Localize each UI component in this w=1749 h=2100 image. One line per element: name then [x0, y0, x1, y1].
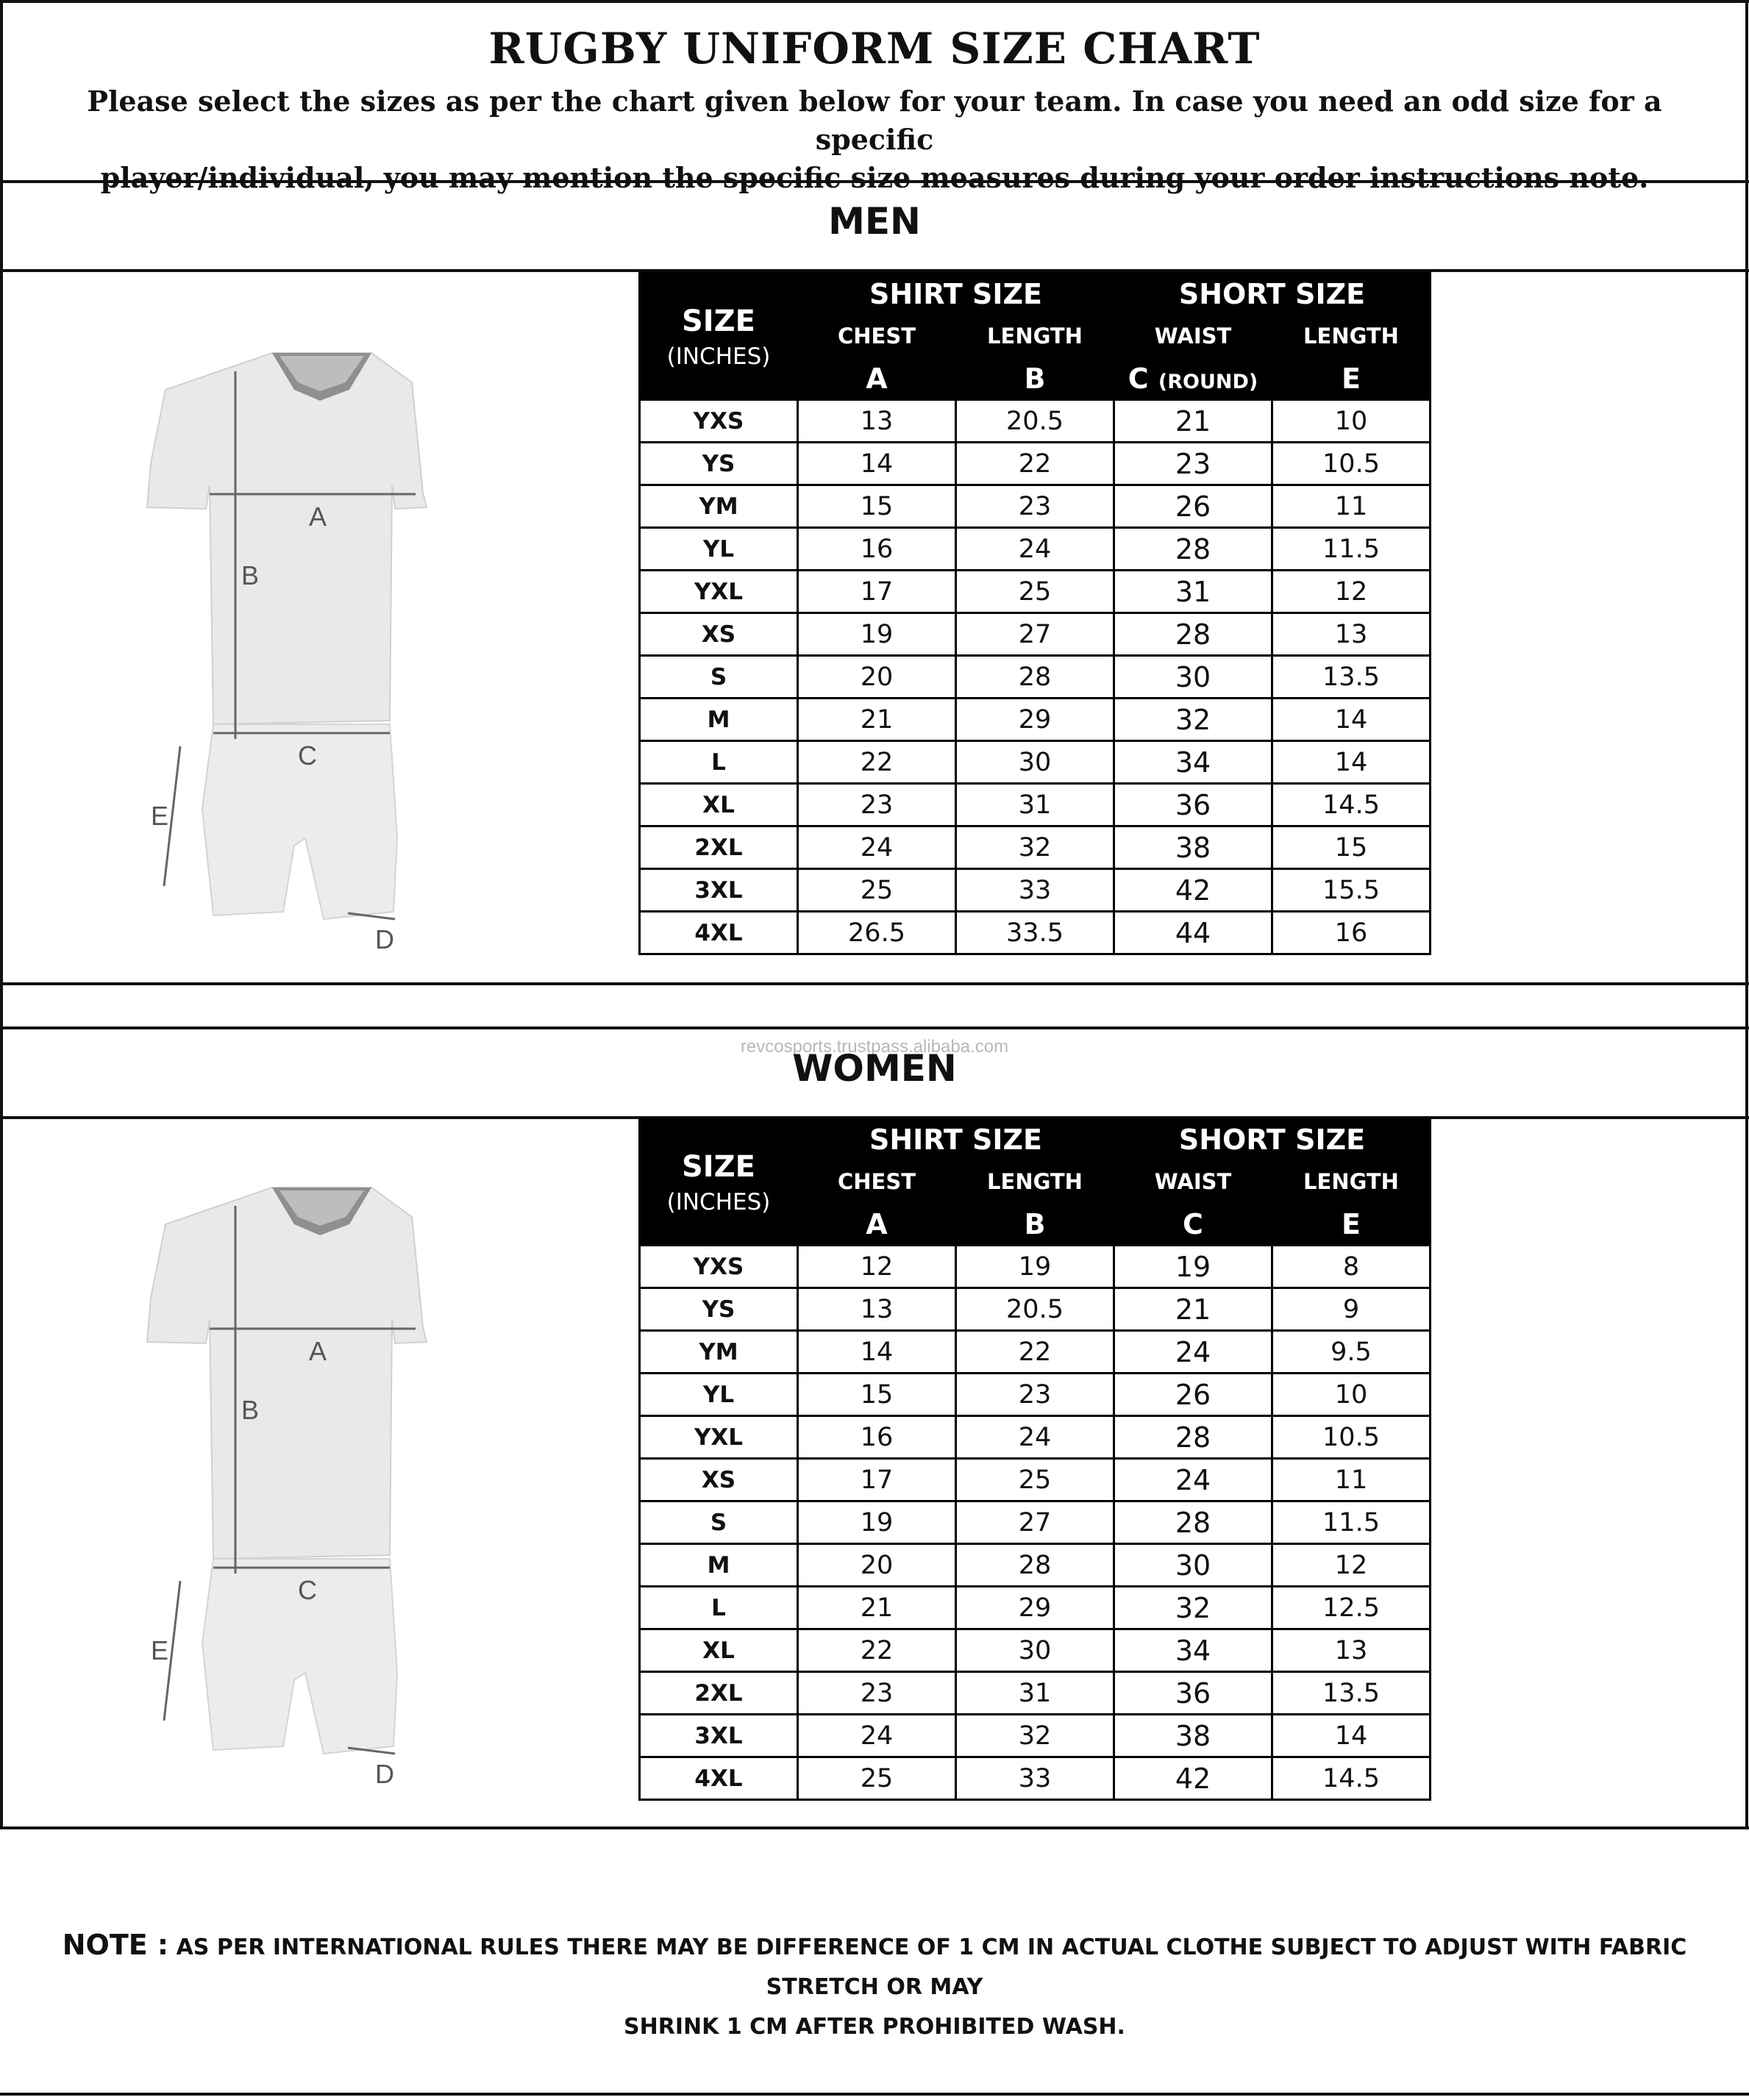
chest-cell: 15	[798, 1374, 956, 1416]
waist-cell: 30	[1114, 1544, 1272, 1587]
dim-label-c: C	[298, 1575, 317, 1605]
table-row	[640, 1715, 1431, 1757]
short-length-cell: 13	[1272, 1629, 1431, 1672]
waist-cell: 32	[1114, 1587, 1272, 1629]
chest-cell: 26.5	[798, 912, 956, 954]
women-size-table	[638, 1117, 1431, 1801]
dim-label-e: E	[151, 1635, 169, 1665]
code-c	[1114, 357, 1272, 400]
code-b: B	[956, 357, 1114, 400]
table-row	[640, 1587, 1431, 1629]
short-length-cell: 11.5	[1272, 528, 1431, 571]
col-shirt-length: LENGTH	[956, 1161, 1114, 1203]
table-row	[640, 912, 1431, 954]
size-cell: 2XL	[640, 1672, 798, 1715]
size-cell: YXS	[640, 1246, 798, 1288]
chest-cell: 17	[798, 1459, 956, 1501]
chest-cell: 13	[798, 1288, 956, 1331]
code-e: E	[1272, 1203, 1431, 1246]
frame-left	[0, 0, 3, 1829]
shirt-length-cell: 33.5	[956, 912, 1114, 954]
waist-cell: 38	[1114, 1715, 1272, 1757]
shirt-length-cell: 19	[956, 1246, 1114, 1288]
chest-cell: 25	[798, 869, 956, 912]
chest-cell: 14	[798, 1331, 956, 1374]
table-row	[640, 400, 1431, 443]
table-row	[640, 741, 1431, 784]
col-chest: CHEST	[798, 315, 956, 357]
watermark: revcosports.trustpass.alibaba.com	[740, 1037, 1009, 1057]
divider-women-bottom	[0, 1826, 1749, 1829]
waist-cell: 34	[1114, 741, 1272, 784]
shirt-length-cell: 27	[956, 1501, 1114, 1544]
size-header: SIZE	[681, 1150, 756, 1184]
code-a: A	[798, 357, 956, 400]
shirt-length-cell: 22	[956, 1331, 1114, 1374]
shirt-length-cell: 25	[956, 1459, 1114, 1501]
shirt-length-cell: 28	[956, 1544, 1114, 1587]
waist-cell: 42	[1114, 869, 1272, 912]
table-row	[640, 869, 1431, 912]
dim-label-e: E	[151, 801, 169, 831]
table-row	[640, 1246, 1431, 1288]
waist-cell: 28	[1114, 1416, 1272, 1459]
short-length-cell: 11.5	[1272, 1501, 1431, 1544]
waist-cell: 26	[1114, 1374, 1272, 1416]
uniform-diagram	[136, 1173, 489, 1798]
short-length-cell: 13	[1272, 613, 1431, 656]
table-row	[640, 443, 1431, 485]
shirt-length-cell: 25	[956, 571, 1114, 613]
size-cell: YXS	[640, 400, 798, 443]
size-cell: 4XL	[640, 1757, 798, 1800]
col-short-length: LENGTH	[1272, 315, 1431, 357]
waist-cell: 21	[1114, 1288, 1272, 1331]
shirt-length-cell: 23	[956, 485, 1114, 528]
chest-cell: 22	[798, 1629, 956, 1672]
table-row	[640, 699, 1431, 741]
col-waist: WAIST	[1114, 1161, 1272, 1203]
shirt-length-cell: 31	[956, 784, 1114, 826]
waist-cell: 30	[1114, 656, 1272, 699]
shirt-size-header: SHIRT SIZE	[798, 273, 1114, 315]
chest-cell: 14	[798, 443, 956, 485]
chest-cell: 25	[798, 1757, 956, 1800]
short-size-header: SHORT SIZE	[1114, 273, 1431, 315]
chest-cell: 13	[798, 400, 956, 443]
note-label: NOTE :	[62, 1929, 169, 1961]
table-row	[640, 1672, 1431, 1715]
size-cell: L	[640, 741, 798, 784]
shirt-length-cell: 23	[956, 1374, 1114, 1416]
table-row	[640, 485, 1431, 528]
table-row	[640, 1629, 1431, 1672]
code-b: B	[956, 1203, 1114, 1246]
dim-label-a: A	[309, 501, 327, 532]
shirt-length-cell: 33	[956, 869, 1114, 912]
size-cell: S	[640, 656, 798, 699]
size-cell: L	[640, 1587, 798, 1629]
code-a: A	[798, 1203, 956, 1246]
short-size-header: SHORT SIZE	[1114, 1118, 1431, 1161]
shirt-length-cell: 30	[956, 741, 1114, 784]
intro-line-1: Please select the sizes as per the chart given below for your team. In case you need an odd size for a specific	[87, 85, 1662, 156]
chest-cell: 20	[798, 656, 956, 699]
shirt-length-cell: 28	[956, 656, 1114, 699]
short-length-cell: 14	[1272, 1715, 1431, 1757]
chest-cell: 24	[798, 826, 956, 869]
dim-label-a: A	[309, 1336, 327, 1366]
chest-cell: 16	[798, 1416, 956, 1459]
col-shirt-length: LENGTH	[956, 315, 1114, 357]
short-length-cell: 9.5	[1272, 1331, 1431, 1374]
size-header-cell	[640, 273, 798, 400]
short-length-cell: 14.5	[1272, 784, 1431, 826]
table-row	[640, 1757, 1431, 1800]
size-cell: S	[640, 1501, 798, 1544]
chest-cell: 24	[798, 1715, 956, 1757]
size-cell: YM	[640, 485, 798, 528]
uniform-diagram	[136, 338, 489, 963]
table-row	[640, 784, 1431, 826]
men-section-title: MEN	[828, 200, 921, 243]
men-size-table	[638, 271, 1431, 955]
short-length-cell: 13.5	[1272, 656, 1431, 699]
short-length-cell: 14.5	[1272, 1757, 1431, 1800]
size-cell: XL	[640, 1629, 798, 1672]
frame-right	[1745, 0, 1748, 1829]
shirt-length-cell: 31	[956, 1672, 1114, 1715]
short-length-cell: 12	[1272, 1544, 1431, 1587]
table-row	[640, 1288, 1431, 1331]
shirt-length-cell: 20.5	[956, 400, 1114, 443]
shirt-length-cell: 27	[956, 613, 1114, 656]
dim-label-d: D	[375, 1759, 394, 1789]
dim-label-b: B	[241, 1395, 260, 1425]
frame-bottom	[0, 2093, 1749, 2096]
code-c: C	[1114, 1203, 1272, 1246]
table-row	[640, 1459, 1431, 1501]
shirt-length-cell: 20.5	[956, 1288, 1114, 1331]
table-row	[640, 1331, 1431, 1374]
size-cell: 3XL	[640, 1715, 798, 1757]
chest-cell: 21	[798, 699, 956, 741]
short-length-cell: 16	[1272, 912, 1431, 954]
chest-cell: 23	[798, 784, 956, 826]
size-cell: YL	[640, 1374, 798, 1416]
note-line-1	[15, 1925, 1734, 2007]
table-row	[640, 1416, 1431, 1459]
waist-cell: 36	[1114, 1672, 1272, 1715]
size-header: SIZE	[681, 304, 756, 338]
table-row	[640, 656, 1431, 699]
size-cell: 4XL	[640, 912, 798, 954]
size-cell: XL	[640, 784, 798, 826]
intro-text	[66, 82, 1683, 197]
waist-cell: 23	[1114, 443, 1272, 485]
shirt-length-cell: 29	[956, 1587, 1114, 1629]
waist-cell: 21	[1114, 400, 1272, 443]
short-length-cell: 10.5	[1272, 443, 1431, 485]
short-length-cell: 9	[1272, 1288, 1431, 1331]
men-uniform-illustration	[136, 338, 489, 963]
shirt-size-header: SHIRT SIZE	[798, 1118, 1114, 1161]
table-row	[640, 1501, 1431, 1544]
shirt-length-cell: 30	[956, 1629, 1114, 1672]
women-section-title: WOMEN	[792, 1047, 957, 1090]
shirt-length-cell: 22	[956, 443, 1114, 485]
size-cell: YXL	[640, 1416, 798, 1459]
dim-label-c: C	[298, 740, 317, 771]
table-row	[640, 1544, 1431, 1587]
col-waist: WAIST	[1114, 315, 1272, 357]
size-cell: M	[640, 699, 798, 741]
size-cell: 2XL	[640, 826, 798, 869]
chest-cell: 23	[798, 1672, 956, 1715]
waist-cell: 28	[1114, 528, 1272, 571]
waist-cell: 19	[1114, 1246, 1272, 1288]
short-length-cell: 10.5	[1272, 1416, 1431, 1459]
waist-cell: 34	[1114, 1629, 1272, 1672]
shirt-length-cell: 24	[956, 528, 1114, 571]
size-cell: XS	[640, 613, 798, 656]
table-row	[640, 528, 1431, 571]
short-length-cell: 13.5	[1272, 1672, 1431, 1715]
code-e: E	[1272, 357, 1431, 400]
short-length-cell: 10	[1272, 400, 1431, 443]
short-length-cell: 14	[1272, 741, 1431, 784]
chest-cell: 16	[798, 528, 956, 571]
page-title: RUGBY UNIFORM SIZE CHART	[488, 24, 1261, 74]
chest-cell: 22	[798, 741, 956, 784]
code-c-note: (ROUND)	[1158, 370, 1258, 393]
short-length-cell: 12	[1272, 571, 1431, 613]
waist-cell: 31	[1114, 571, 1272, 613]
size-cell: YM	[640, 1331, 798, 1374]
waist-cell: 26	[1114, 485, 1272, 528]
table-row	[640, 571, 1431, 613]
waist-cell: 42	[1114, 1757, 1272, 1800]
shirt-length-cell: 33	[956, 1757, 1114, 1800]
women-uniform-illustration	[136, 1173, 489, 1798]
chest-cell: 19	[798, 613, 956, 656]
short-length-cell: 14	[1272, 699, 1431, 741]
col-short-length: LENGTH	[1272, 1161, 1431, 1203]
short-length-cell: 8	[1272, 1246, 1431, 1288]
code-c-letter: C	[1128, 362, 1149, 395]
chest-cell: 20	[798, 1544, 956, 1587]
table-row	[640, 826, 1431, 869]
waist-cell: 28	[1114, 1501, 1272, 1544]
chest-cell: 21	[798, 1587, 956, 1629]
short-length-cell: 10	[1272, 1374, 1431, 1416]
size-cell: YXL	[640, 571, 798, 613]
short-length-cell: 11	[1272, 485, 1431, 528]
col-chest: CHEST	[798, 1161, 956, 1203]
shirt-length-cell: 29	[956, 699, 1114, 741]
size-cell: YL	[640, 528, 798, 571]
waist-cell: 36	[1114, 784, 1272, 826]
table-row	[640, 1374, 1431, 1416]
note	[15, 1925, 1734, 2047]
chest-cell: 19	[798, 1501, 956, 1544]
size-header-cell	[640, 1118, 798, 1246]
note-line-2: SHRINK 1 CM AFTER PROHIBITED WASH.	[624, 2014, 1125, 2040]
waist-cell: 24	[1114, 1459, 1272, 1501]
short-length-cell: 15.5	[1272, 869, 1431, 912]
waist-cell: 28	[1114, 613, 1272, 656]
dim-label-b: B	[241, 560, 260, 590]
size-unit: (INCHES)	[666, 1189, 771, 1215]
intro-line-2: player/individual, you may mention the specific size measures during your order instructions note.	[100, 161, 1649, 194]
size-cell: XS	[640, 1459, 798, 1501]
note-text-1: AS PER INTERNATIONAL RULES THERE MAY BE DIFFERENCE OF 1 CM IN ACTUAL CLOTHE SUBJECT TO ADJUST WITH FABRIC STRETCH OR MAY	[176, 1935, 1687, 2000]
short-length-cell: 11	[1272, 1459, 1431, 1501]
size-cell: YS	[640, 443, 798, 485]
waist-cell: 38	[1114, 826, 1272, 869]
shirt-length-cell: 32	[956, 1715, 1114, 1757]
shirt-length-cell: 32	[956, 826, 1114, 869]
divider-women-top	[0, 1026, 1749, 1029]
divider-men-bottom	[0, 982, 1749, 985]
size-cell: M	[640, 1544, 798, 1587]
shirt-length-cell: 24	[956, 1416, 1114, 1459]
short-length-cell: 15	[1272, 826, 1431, 869]
size-cell: 3XL	[640, 869, 798, 912]
short-length-cell: 12.5	[1272, 1587, 1431, 1629]
chest-cell: 17	[798, 571, 956, 613]
table-row	[640, 613, 1431, 656]
size-cell: YS	[640, 1288, 798, 1331]
waist-cell: 24	[1114, 1331, 1272, 1374]
chest-cell: 12	[798, 1246, 956, 1288]
waist-cell: 32	[1114, 699, 1272, 741]
size-unit: (INCHES)	[666, 343, 771, 370]
dim-label-d: D	[375, 924, 394, 954]
chest-cell: 15	[798, 485, 956, 528]
waist-cell: 44	[1114, 912, 1272, 954]
frame-top	[0, 0, 1749, 3]
